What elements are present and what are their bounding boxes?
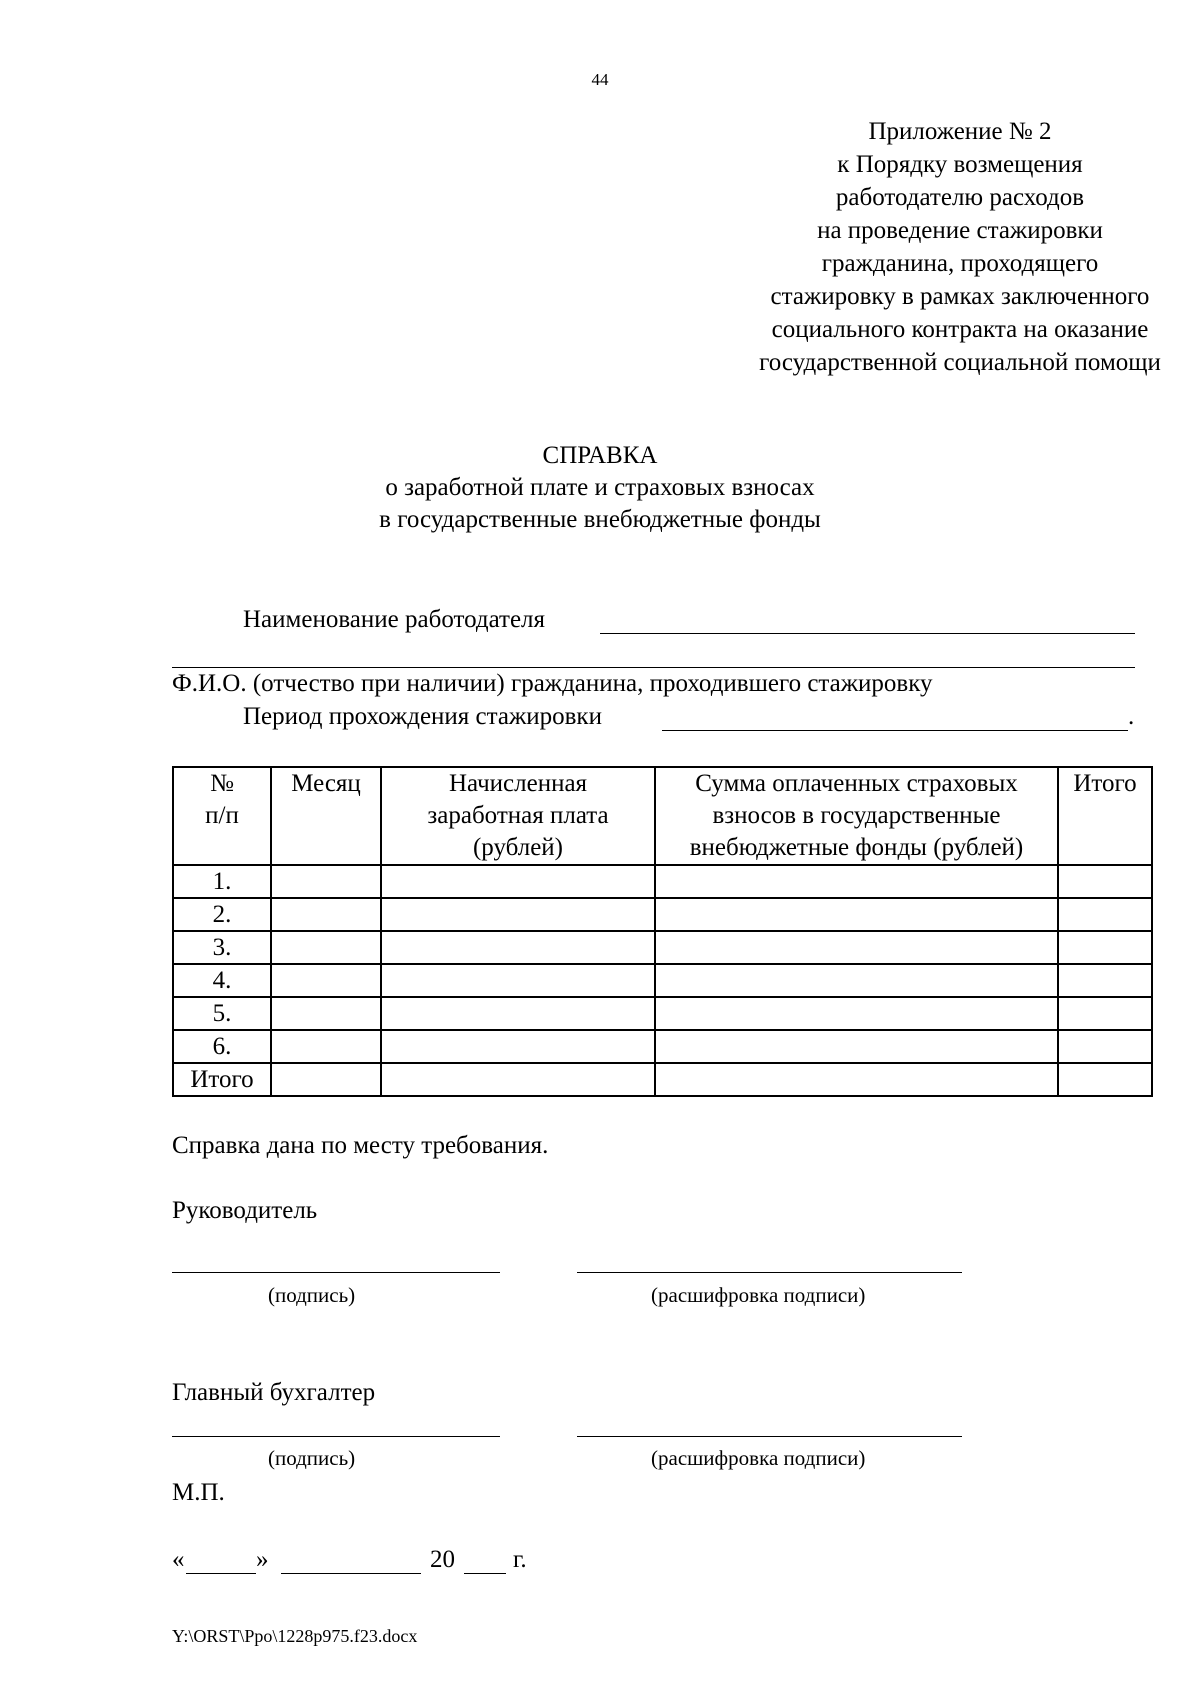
cell-month[interactable] (271, 898, 381, 931)
cell-month[interactable] (271, 997, 381, 1030)
header-insurance-line-3: внебюджетные фонды (рублей) (689, 834, 1024, 861)
table-row (173, 997, 1152, 1030)
table-row (173, 865, 1152, 898)
date-year-prefix: 20 (430, 1546, 455, 1573)
row-number: 4. (173, 964, 271, 997)
cell-insurance[interactable] (655, 1063, 1058, 1096)
row-number: 6. (173, 1030, 271, 1063)
cell-salary[interactable] (381, 865, 655, 898)
director-decode-caption: (расшифровка подписи) (651, 1283, 866, 1307)
appendix-line: гражданина, проходящего (821, 250, 1099, 277)
cell-month[interactable] (271, 865, 381, 898)
cell-total[interactable] (1058, 1030, 1152, 1063)
cell-insurance[interactable] (655, 997, 1058, 1030)
date-open-quote: « (172, 1546, 185, 1573)
cell-salary[interactable] (381, 1030, 655, 1063)
appendix-line: работодателю расходов (835, 184, 1085, 211)
cell-insurance[interactable] (655, 931, 1058, 964)
period-label: Период прохождения стажировки (243, 703, 602, 730)
table-header-row (173, 767, 1152, 865)
cell-month[interactable] (271, 1030, 381, 1063)
fio-label: Ф.И.О. (отчество при наличии) гражданина, проходившего стажировку (172, 670, 933, 697)
appendix-line: Приложение № 2 (868, 118, 1052, 145)
cell-month[interactable] (271, 931, 381, 964)
accountant-decode-line[interactable] (577, 1436, 962, 1437)
table-row (173, 1030, 1152, 1063)
appendix-line: государственной социальной помощи (759, 349, 1161, 376)
cell-total[interactable] (1058, 931, 1152, 964)
row-total-label: Итого (173, 1063, 271, 1096)
title-subtitle-1: о заработной плате и страховых взносах (385, 474, 815, 501)
accountant-signature-line[interactable] (172, 1436, 500, 1437)
accountant-label: Главный бухгалтер (172, 1379, 376, 1406)
header-insurance-line-1: Сумма оплаченных страховых (695, 770, 1018, 797)
cell-total[interactable] (1058, 865, 1152, 898)
stamp-label: М.П. (172, 1479, 225, 1506)
director-label: Руководитель (172, 1197, 318, 1224)
header-number (173, 767, 271, 865)
cell-insurance[interactable] (655, 964, 1058, 997)
cell-total[interactable] (1058, 1063, 1152, 1096)
appendix-line: стажировку в рамках заключенного (770, 283, 1150, 310)
appendix-header (680, 115, 1200, 379)
cell-insurance[interactable] (655, 898, 1058, 931)
date-close-quote: » (256, 1546, 269, 1573)
date-year-line[interactable] (464, 1573, 506, 1574)
accountant-signature-caption: (подпись) (268, 1446, 356, 1470)
header-number-line-1: № (210, 770, 234, 797)
title-subtitle-2: в государственные внебюджетные фонды (379, 506, 821, 533)
header-salary-line-2: заработная плата (427, 802, 609, 829)
cell-salary[interactable] (381, 1063, 655, 1096)
header-salary-line-1: Начисленная (448, 770, 588, 797)
row-number: 2. (173, 898, 271, 931)
date-month-line[interactable] (281, 1573, 421, 1574)
header-month: Месяц (271, 767, 381, 865)
employer-field-line[interactable] (600, 633, 1135, 634)
page-number: 44 (591, 70, 609, 89)
appendix-line: к Порядку возмещения (837, 151, 1083, 178)
file-path-footer: Y:\ORST\Ppo\1228p975.f23.docx (172, 1626, 418, 1646)
director-signature-line[interactable] (172, 1272, 500, 1273)
appendix-line: на проведение стажировки (817, 217, 1103, 244)
table-row (173, 931, 1152, 964)
title-main: СПРАВКА (542, 442, 658, 469)
cell-salary[interactable] (381, 898, 655, 931)
director-signature-caption: (подпись) (268, 1283, 356, 1307)
cell-total[interactable] (1058, 997, 1152, 1030)
date-suffix: г. (513, 1546, 527, 1573)
header-salary (381, 767, 655, 865)
header-insurance-line-2: взносов в государственные (712, 802, 1001, 829)
cell-insurance[interactable] (655, 1030, 1058, 1063)
cell-month[interactable] (271, 964, 381, 997)
accountant-decode-caption: (расшифровка подписи) (651, 1446, 866, 1470)
period-end-dot: . (1128, 703, 1135, 730)
cell-month[interactable] (271, 1063, 381, 1096)
table-row (173, 964, 1152, 997)
table-row (173, 898, 1152, 931)
cell-total[interactable] (1058, 964, 1152, 997)
header-salary-line-3: (рублей) (472, 834, 564, 861)
cell-salary[interactable] (381, 997, 655, 1030)
director-decode-line[interactable] (577, 1272, 962, 1273)
cell-salary[interactable] (381, 931, 655, 964)
appendix-line: социального контракта на оказание (771, 316, 1149, 343)
cell-total[interactable] (1058, 898, 1152, 931)
date-day-line[interactable] (186, 1573, 256, 1574)
employer-label: Наименование работодателя (243, 606, 546, 633)
document-title (0, 440, 1200, 536)
header-insurance (655, 767, 1058, 865)
period-field-line[interactable] (662, 730, 1128, 731)
header-total: Итого (1058, 767, 1152, 865)
given-note: Справка дана по месту требования. (172, 1132, 549, 1159)
cell-insurance[interactable] (655, 865, 1058, 898)
employer-field-line-2[interactable] (172, 667, 1135, 668)
table-total-row (173, 1063, 1152, 1096)
header-number-line-2: п/п (205, 802, 239, 829)
salary-table (172, 766, 1153, 1097)
row-number: 1. (173, 865, 271, 898)
cell-salary[interactable] (381, 964, 655, 997)
row-number: 5. (173, 997, 271, 1030)
row-number: 3. (173, 931, 271, 964)
